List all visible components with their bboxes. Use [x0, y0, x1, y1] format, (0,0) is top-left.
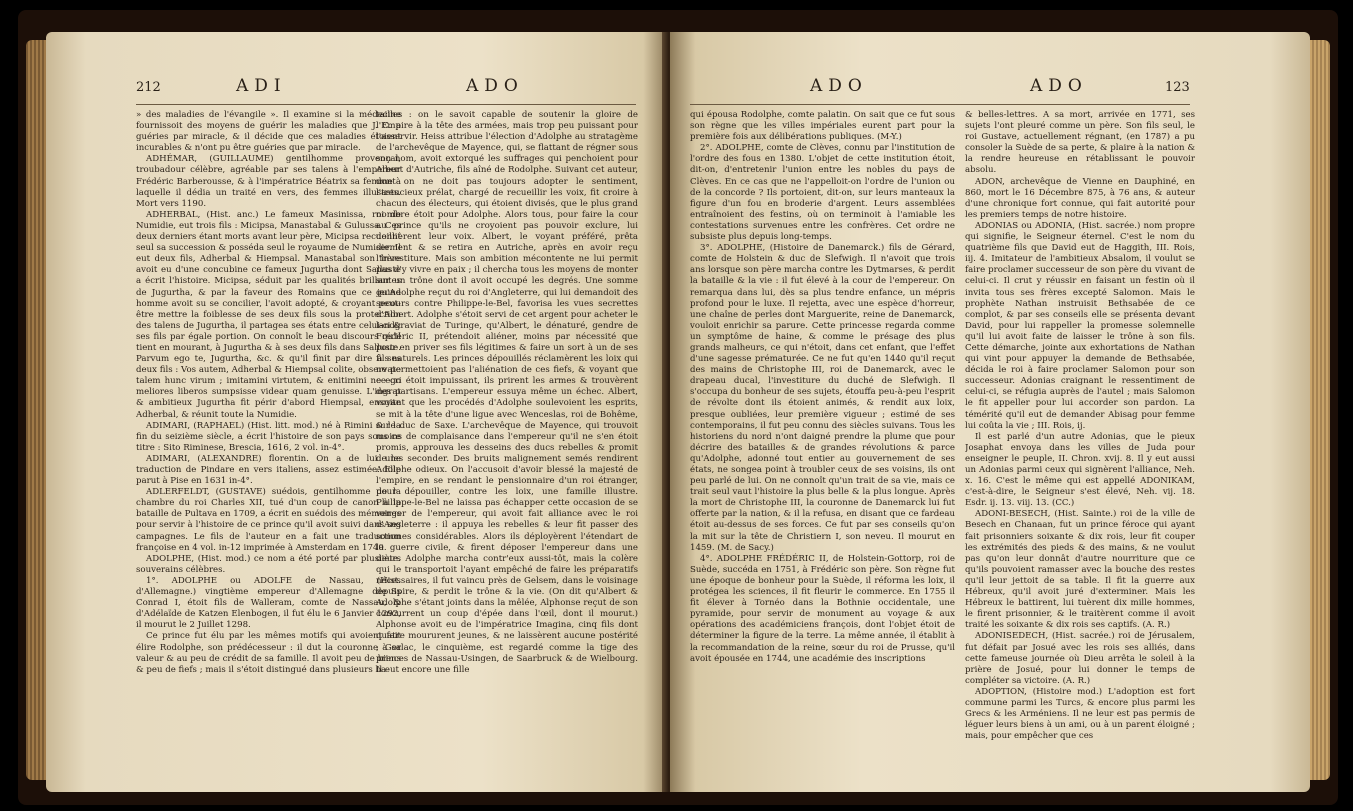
page-number: 212 [136, 80, 161, 95]
open-book [18, 10, 1338, 805]
paragraph: ADONIAS ou ADONIA, (Hist. sacrée.) nom propre qui signifie, le Seigneur éternel. C'est le nom du quatrième fils que David eut de Haggith, III. Rois, iij. 4. Imitateur de l'ambitieux Absalom, il voulut se faire proclamer successeur de son père du vivant de celui-ci. Il crut y réussir en faisant un festin où il invita tous ses frères excepté Salomon. Mais le prophète Nathan instruisit Bethsabée de ce complot, & par ses conseils elle se présenta devant David, pour lui rappeller la promesse solemnelle qu'il lui avoit faite de laisser le trône à son fils. Cette démarche, jointe aux exhortations de Nathan qui vint pour appuyer la demande de Bethsabée, décida le roi à faire proclamer Salomon pour son successeur. Adonias craignant le ressentiment de celui-ci, se réfugia auprès de l'autel ; mais Salomon le fit appeller pour lui accorder son pardon. La témérité qu'il eut de demander Abisag pour femme lui coûta la vie ; III. Rois, ij. [965, 220, 1195, 431]
paragraph: ADONI-BESECH, (Hist. Sainte.) roi de la ville de Besech en Chanaan, fut un prince féroce qui ayant fait prisonniers soixante & dix rois, leur fit couper les extrémités des pieds & des mains, & ne voulut pas qu'on leur donnât d'autre nourriture que ce qu'ils pouvoient ramasser avec la bouche des restes qu'il leur jettoit de sa table. Il fit la guerre aux Hébreux, qu'il avoit juré d'exterminer. Mais les Hébreux le battirent, lui tuèrent dix mille hommes, le firent prisonnier, & le traitèrent comme il avoit traité les soixante & dix rois ses captifs. (A. R.) [965, 509, 1195, 631]
paragraph: » des maladies de l'évangile ». Il examine si la médecine fournissoit des moyens de guérir les maladies que J. C. a guéries par miracle, & il décide que ces maladies étoient incurables & n'ont pu être guéries que par miracle. [136, 110, 401, 154]
paragraph: ADLERFELDT, (GUSTAVE) suédois, gentilhomme de la chambre du roi Charles XII, tué d'un coup de canon à la bataille de Pultava en 1709, a écrit en suédois des mémoires pour servir à l'histoire de ce prince qu'il avoit suivi dans ses campagnes. Le fils de l'auteur en a fait une traduction françoise en 4 vol. in-12 imprimée à Amsterdam en 1740. [136, 487, 401, 553]
page-number: 123 [1165, 80, 1190, 95]
text-column [690, 110, 955, 786]
text-column [376, 110, 638, 786]
running-headword: ADI [236, 76, 287, 96]
right-page [670, 32, 1310, 792]
paragraph: Il est parlé d'un autre Adonias, que le pieux Josaphat envoya dans les villes de Juda pour enseigner le peuple, II. Chron. xvij. 8. Il y eut aussi un Adonias parmi ceux qui signèrent l'alliance, Neh. x. 16. C'est le même qui est appellé ADONIKAM, c'est-à-dire, le Seigneur s'est élevé, Neh. vij. 18. Esdr. ij. 13. viij. 13. (CC.) [965, 431, 1195, 509]
paragraph: 4°. ADOLPHE FRÉDÉRIC II, de Holstein-Gottorp, roi de Suède, succéda en 1751, à Frédéric son père. Son règne fut une époque de bonheur pour la Suède, il réforma les loix, il protégea les sciences, il fit fleurir le commerce. En 1755 il fit élever à Tornéo dans la Bothnie occidentale, une pyramide, pour servir de monument au voyage & aux opérations des académiciens françois, dont l'objet étoit de déterminer la figure de la terre. La même année, il établit à la recommandation de la reine, sœur du roi de Prusse, qu'il avoit épousée en 1744, une académie des inscriptions [690, 553, 955, 664]
book-edge-left [26, 40, 48, 780]
running-headword: ADO [1030, 76, 1088, 96]
paragraph: ADIMARI, (ALEXANDRE) florentin. On a de lui une traduction de Pindare en vers italiens, assez estimée. Elle parut à Pise en 1631 in-4°. [136, 453, 401, 487]
left-page-header [46, 76, 668, 102]
paragraph: 2°. ADOLPHE, comte de Clèves, connu par l'institution de l'ordre des fous en 1380. L'objet de cette institution étoit, dit-on, d'entretenir l'union entre les nobles du pays de Clèves. En ce cas que ne l'appelloit-on l'ordre de l'union ou de la concorde ? Ils portoient, dit-on, sur leurs manteaux la figure d'un fou en broderie d'argent. Leurs assemblées entraînoient des festins, où on terminoit à l'amiable les contestations survenues entre les confrères. Cet ordre ne subsiste plus depuis long-temps. [690, 143, 955, 243]
paragraph: ADHERBAL, (Hist. anc.) Le fameux Masinissa, roi de Numidie, eut trois fils : Micipsa, Manastabal & Gulussa. Ces deux derniers étant morts avant leur père, Micipsa recueillit seul sa succession & posséda seul le royaume de Numidie. Il eut deux fils, Adherbal & Hiempsal. Manastabal son frère avoit eu d'une concubine ce fameux Jugurtha dont Salluste a écrit l'histoire. Micipsa, séduit par les qualités brillantes de Jugurtha, & par la faveur des Romains que ce jeune homme avoit su se concilier, l'avoit adopté, & croyant peut-être mettre la foiblesse de ses deux fils sous la protection des talens de Jugurtha, il partagea ses états entre celui-ci & ses fils par égale portion. On connoît le beau discours qu'il tient en mourant, à Jugurtha & à ses deux fils dans Salluste. Parvum ego te, Jugurtha, &c. & qu'il finit par dire à ses deux fils : Vos autem, Adherbal & Hiempsal colite, observate talem hunc virum ; imitamini virtutem, & enitimini ne ego meliores liberos sumpsisse videar quam genuisse. L'ingrat & ambitieux Jugurtha fit périr d'abord Hiempsal, ensuite Adherbal, & réunit toute la Numidie. [136, 209, 401, 420]
paragraph: Ce prince fut élu par les mêmes motifs qui avoient fait élire Rodolphe, son prédécesseur : il dut la couronne à sa valeur & au peu de crédit de sa famille. Il avoit peu de biens & peu de fiefs ; mais il s'étoit distingué dans plusieurs ba- [136, 631, 401, 675]
paragraph: ADOPTION, (Histoire mod.) L'adoption est fort commune parmi les Turcs, & encore plus parmi les Grecs & les Arméniens. Il ne leur est pas permis de léguer leurs biens à un ami, ou à un parent éloigné ; mais, pour empêcher que ces [965, 686, 1195, 742]
paragraph: ADONISEDECH, (Hist. sacrée.) roi de Jérusalem, fut défait par Josué avec les rois ses alliés, dans cette fameuse journée où Dieu arrêta le soleil à la prière de Josué, pour lui donner le temps de compléter sa victoire. (A. R.) [965, 631, 1195, 686]
paragraph: 3°. ADOLPHE, (Histoire de Danemarck.) fils de Gérard, comte de Holstein & duc de Slefwigh. Il n'avoit que trois ans lorsque son père marcha contre les Dytmarses, & perdit la bataille & la vie : il fut élevé à la cour de l'empereur. On remarqua dans lui, dès sa plus tendre enfance, un mépris profond pour le luxe. Il rejetta, avec une espèce d'horreur, une chaîne de perles dont Marguerite, reine de Danemarck, vouloit enrichir sa parure. Cette princesse regarda comme un symptôme de haine, & comme le présage des plus grands malheurs, ce qui n'étoit, dans cet enfant, que l'effet d'une sagesse prématurée. Ce ne fut qu'en 1440 qu'il reçut des mains de Christophe III, roi de Danemarck, avec le drapeau ducal, l'investiture du duché de Slefwigh. Il s'occupa du bonheur de ses sujets, étouffa peu-à-peu l'esprit de révolte dont ils étoient animés, & rendit aux loix, presque oubliées, leur première vigueur ; estimé de ses contemporains, il fut peu connu des siècles suivans. Tous les historiens du nord n'ont daigné prendre la plume que pour décrire des batailles & de grandes révolutions & parce qu'Adolphe, adonné tout entier au gouvernement de ses états, ne songea point à troubler ceux de ses voisins, ils ont peu parlé de lui. On ne connoît qu'un trait de sa vie, mais ce trait seul vaut l'histoire la plus belle & la plus longue. Après la mort de Christophe III, la couronne de Danemarck lui fut offerte par la nation, & il la refusa, en disant que ce fardeau étoit au-dessus de ses forces. Ce fut par ses conseils qu'on la mit sur la tête de Christiern I, son neveu. Il mourut en 1459. (M. de Sacy.) [690, 243, 955, 553]
left-page [46, 32, 668, 792]
paragraph: ADIMARI, (RAPHAEL) (Hist. litt. mod.) né à Rimini sur la fin du seizième siècle, a écrit l'histoire de son pays sous ce titre : Sito Riminese, Brescia, 1616, 2 vol. in-4°. [136, 420, 401, 453]
text-column [136, 110, 401, 786]
paragraph: & belles-lettres. A sa mort, arrivée en 1771, ses sujets l'ont pleuré comme un père. Son fils seul, le roi Gustave, actuellement régnant, (en 1787) a pu consoler la Suède de sa perte, & plaire à la nation & la rendre heureuse en rétablissant le pouvoir absolu. [965, 110, 1195, 176]
header-rule [690, 104, 1190, 105]
text-column [965, 110, 1195, 786]
paragraph: ADOLPHE, (Hist. mod.) ce nom a été porté par plusieurs souverains célèbres. [136, 553, 401, 575]
paragraph: tailles : on le savoit capable de soutenir la gloire de l'Empire à la tête des armées, mais trop peu puissant pour l'asservir. Heiss attribue l'élection d'Adolphe au stratagème de l'archevêque de Mayence, qui, se flattant de régner sous son nom, avoit extorqué les suffrages qui penchoient pour Albert d'Autriche, fils aîné de Rodolphe. Suivant cet auteur, dont on ne doit pas toujours adopter le sentiment, l'astucieux prélat, chargé de recueillir les voix, fit croire à chacun des électeurs, qui étoient divisés, que le plus grand nombre étoit pour Adolphe. Alors tous, pour faire la cour au prince qu'ils ne croyoient pas pouvoir exclure, lui donnèrent leur voix. Albert, le voyant préféré, prêta serment & se retira en Autriche, après en avoir reçu l'investiture. Mais son ambition mécontente ne lui permit pas d'y vivre en paix ; il chercha tous les moyens de monter sur un trône dont il avoit occupé les degrés. Une somme qu'Adolphe reçut du roi d'Angleterre, qui lui demandoit des secours contre Philippe-le-Bel, favorisa les vues secrettes d'Albert. Adolphe s'étoit servi de cet argent pour acheter le landgraviat de Turinge, qu'Albert, le dénaturé, gendre de Frédéric II, prétendoit aliéner, moins par nécessité que pour en priver ses fils légitimes & faire un sort à un de ses fils naturels. Les princes dépouillés réclamèrent les loix qui ne permettoient pas l'aliénation de ces fiefs, & voyant que ce cri étoit impuissant, ils prirent les armes & trouvèrent des partisans. L'empereur essuya même un échec. Albert, voyant que les procédés d'Adolphe soulevoient les esprits, se mit à la tête d'une ligue avec Wenceslas, roi de Bohême, & le duc de Saxe. L'archevêque de Mayence, qui trouvoit moins de complaisance dans l'empereur qu'il ne s'en étoit promis, approuva les desseins des ducs rebelles & promit de les seconder. Des bruits malignement semés rendirent Adolphe odieux. On l'accusoit d'avoir blessé la majesté de l'empire, en se rendant le pensionnaire d'un roi étranger, pour dépouiller, contre les loix, une famille illustre. Philippe-le-Bel ne laissa pas échapper cette occasion de se venger de l'empereur, qui avoit fait alliance avec le roi d'Angleterre : il appuya les rebelles & leur fit passer des sommes considérables. Alors ils déployèrent l'étendart de la guerre civile, & firent déposer l'empereur dans une diète. Adolphe marcha contr'eux aussi-tôt, mais la colère qui le transportoit l'ayant empêché de faire les préparatifs nécessaires, il fut vaincu près de Gelsem, dans le voisinage de Spire, & perdit le trône & la vie. (On dit qu'Albert & Adolphe s'étant joints dans la mêlée, Alphonse reçut de son concurrent un coup d'épée dans l'œil, dont il mourut.) Alphonse avoit eu de l'impératrice Imagina, cinq fils dont quatre moururent jeunes, & ne laissèrent aucune postérité ; Gerlac, le cinquième, est regardé comme la tige des princes de Nassau-Usingen, de Saarbruck & de Wielbourg. Il eut encore une fille [376, 110, 638, 675]
running-headword: ADO [466, 76, 524, 96]
paragraph: 1°. ADOLPHE ou ADOLFE de Nassau, (Hist. d'Allemagne.) vingtième empereur d'Allemagne depuis Conrad I, étoit fils de Walleram, comte de Nassau, & d'Adélaïde de Katzen Elenbogen, il fut élu le 6 Janvier 1292, il mourut le 2 Juillet 1298. [136, 575, 401, 631]
header-rule [136, 104, 636, 105]
running-headword: ADO [810, 76, 868, 96]
paragraph: ADON, archevêque de Vienne en Dauphiné, en 860, mort le 16 Décembre 875, à 76 ans, & auteur d'une chronique fort connue, qui fait autorité pour les premiers temps de notre histoire. [965, 176, 1195, 220]
right-page-header [670, 76, 1310, 102]
paragraph: ADHÉMAR, (GUILLAUME) gentilhomme provençal, troubadour célèbre, agréable par ses talens à l'empereur Frédéric Barberousse, & à l'impératrice Béatrix sa femme à laquelle il dédia un traité en vers, des femmes illustres. Mort vers 1190. [136, 154, 401, 209]
paragraph: qui épousa Rodolphe, comte palatin. On sait que ce fut sous son règne que les villes impériales eurent part pour la première fois aux délibérations publiques. (M-Y.) [690, 110, 955, 143]
